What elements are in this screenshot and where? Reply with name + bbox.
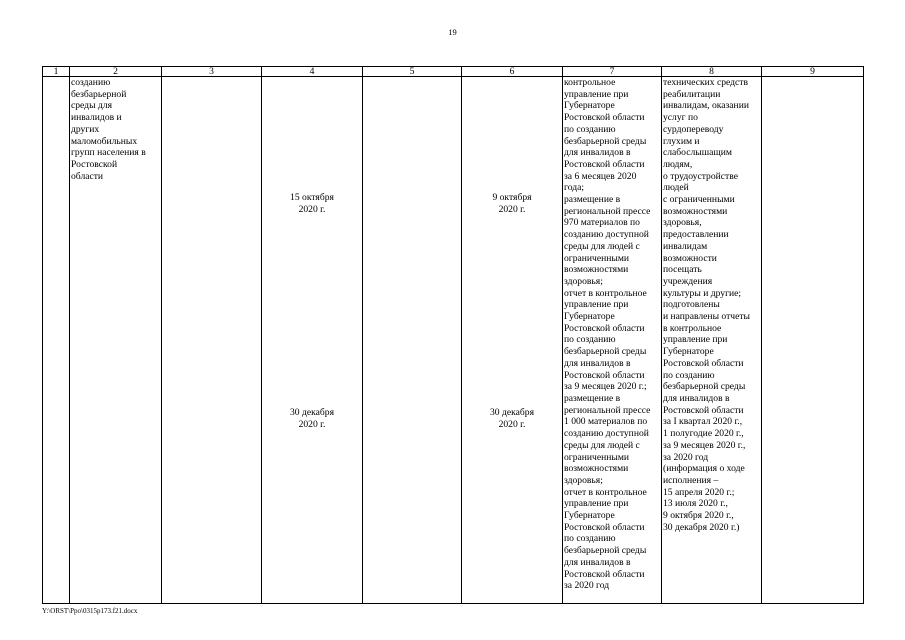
footer-file-path: Y:\ORST\Ppo\0315p173.f21.docx [42,607,138,615]
header-col-9: 9 [762,67,864,77]
actual-date-2: 30 декабря 2020 г. [490,407,534,430]
planned-date-2: 30 декабря 2020 г. [290,407,334,430]
cell-col-9 [762,77,864,604]
header-row [43,67,864,77]
planned-date-1: 15 октября 2020 г. [290,192,334,215]
cell-number [43,77,70,604]
actual-date-1: 9 октября 2020 г. [492,192,532,215]
header-col-1: 1 [43,67,70,77]
page-number: 19 [448,27,457,37]
result-text: контрольное управление при Губернаторе Ростовской области по созданию безбарьерной среды для инвалидов в Ростовской области за 6 месяцев 2020 года; размещение в региональной прессе 970 материалов по созданию доступной среды для людей с ограниченными возможностями здоровья; отчет в контрольное управление при Губернаторе Ростовской области по созданию безбарьерной среды для инвалидов в Ростовской области за 9 месяцев 2020 г.; размещение в региональной прессе 1 000 материалов по созданию доступной среды для людей с ограниченными возможностями здоровья; отчет в контрольное управление при Губернаторе Ростовской области по созданию безбарьерной среды для инвалидов в Ростовской области за 2020 год [564,77,651,592]
cell-event-name [70,77,162,604]
header-col-8: 8 [662,67,762,77]
report-table [42,66,864,604]
header-col-6: 6 [462,67,563,77]
cell-col-3 [162,77,262,604]
header-col-5: 5 [363,67,462,77]
header-col-7: 7 [563,67,662,77]
cell-result [563,77,662,604]
cell-planned-dates [262,77,363,604]
header-col-4: 4 [262,67,363,77]
cell-col-5 [363,77,462,604]
cell-progress-info [662,77,762,604]
progress-info-text: технических средств реабилитации инвалидам, оказании услуг по сурдопереводу глухим и слабослышащим людям, о трудоустройстве людей с ограниченными возможностями здоровья, предоставлении инвалидам возможности посещать учреждения культуры и другие; подготовлены и направлены отчеты в контрольное управление при Губернаторе Ростовской области по созданию безбарьерной среды для инвалидов в Ростовской области за I квартал 2020 г., 1 полугодие 2020 г., за 9 месяцев 2020 г., за 2020 год (информация о ходе исполнения – 15 апреля 2020 г.; 13 июля 2020 г., 9 октября 2020 г., 30 декабря 2020 г.) [663,77,750,533]
table-row [43,77,864,604]
header-col-3: 3 [162,67,262,77]
header-col-2: 2 [70,67,162,77]
event-name-text: созданию безбарьерной среды для инвалидов и других маломобильных групп населения в Ростовской области [71,77,146,182]
cell-actual-dates [462,77,563,604]
